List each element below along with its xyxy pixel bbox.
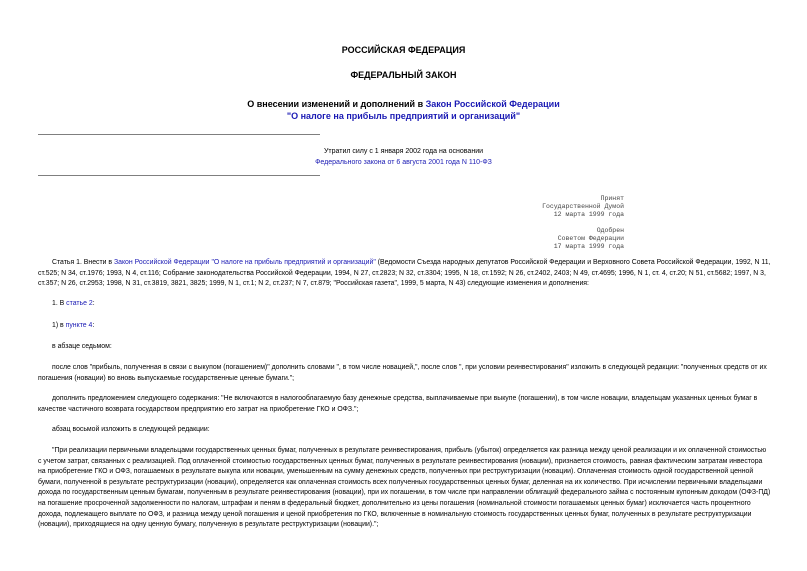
article-1-lead: Статья 1. Внести в: [52, 259, 114, 266]
country-heading: РОССИЙСКАЯ ФЕДЕРАЦИЯ: [341, 45, 466, 55]
item-1-lead: 1. В: [52, 300, 67, 307]
law-title-prefix: О внесении изменений и дополнений в: [247, 99, 426, 109]
item-1: [38, 299, 771, 310]
adopted-block: [542, 195, 624, 219]
clause-4-link[interactable]: пункте 4: [65, 322, 93, 329]
approved-block: [554, 227, 624, 251]
adopted-body: Государственной Думой: [542, 203, 624, 210]
subitem-1: [38, 321, 771, 332]
paragraph-eighth-text: абзац восьмой изложить в следующей редакции:: [52, 426, 210, 433]
status-link-line: [0, 159, 807, 166]
article-1: [38, 258, 771, 290]
approved-body: Советом Федерации: [557, 235, 624, 242]
divider-bottom: [38, 175, 320, 176]
tax-law-link[interactable]: Закон Российской Федерации "О налоге на прибыль предприятий и организаций": [113, 259, 376, 266]
law-title-line2[interactable]: "О налоге на прибыль предприятий и организаций": [286, 111, 521, 121]
subitem-1-lead: 1) в: [52, 322, 66, 329]
law-title: [0, 99, 807, 109]
subitem-1-tail: :: [92, 322, 95, 329]
item-1-tail: :: [92, 300, 95, 307]
approved-date: 17 марта 1999 года: [553, 243, 624, 250]
paragraph-seventh: [38, 342, 771, 353]
article-1-rest: (Ведомости Съезда народных депутатов Российской Федерации и Верховного Совета Российской Федерации, 1992, N 11, ст.525; N 34, ст.1976; 1993, N 4, ст.116; Собрание законодательства Российской Федерации, 1994, N 27, ст.2823; N 32, ст.3304; 1995, N 18, ст.1592; N 26, ст.2402, 2403; N 49, ст.4695; 1996, N 1, ст. 4, ст.20; N 51, ст.5682; 1997, N 3, ст.357; N 26, ст.2953; 1998, N 31, ст.3819, 3821, 3825; 1999, N 1, ст.1; N 2, ст.237; N 7, ст.879; "Российская газета", 1999, 5 марта, N 43) следующие изменения и дополнения:: [38, 259, 771, 288]
paragraph-supplement: [38, 394, 771, 415]
paragraph-seventh-text: в абзаце седьмом:: [52, 343, 112, 350]
paragraph-quote: [38, 446, 771, 531]
repeal-law-link[interactable]: Федерального закона от 6 августа 2001 года N 110-ФЗ: [315, 159, 492, 166]
adopted-date: 12 марта 1999 года: [553, 211, 624, 218]
paragraph-quote-text: "При реализации первичными владельцами государственных ценных бумаг, полученных в результате реинвестирования, прибыль (убыток) определяется как разница между ценой реализации и их оплаченной стоимостью с учетом затрат, связанных с реализацией. Под оплаченной стоимостью государственных ценных бумаг, полученных в результате реинвестирования (новации), признается стоимость, равная фактическим затратам инвестора на приобретение ГКО и ОФЗ, погашаемых в результате выкупа или новации, уменьшенным на сумму денежных средств, полученных при реструктуризации (новации). Оплаченная стоимость одной государственной ценной бумаги, полученной в результате реструктуризации (новации), определяется как оплаченная стоимость всех полученных государственных ценных бумаг, деленная на их количество. При исчислении первичными владельцами дохода по государственным ценным бумагам, полученным в результате реинвестирования (новации), при их погашении, в том числе при направлении облигаций федерального займа с постоянным купонным доходом (ОФЗ-ПД) на погашение просроченной задолженности по налогам, штрафам и пеням в федеральный бюджет, дополнительно из цены погашения (номинальной стоимости погашаемых ценных бумаг) исключается часть процентного дохода, подлежащего выплате по ОФЗ, и разница между ценой погашения и ценой приобретения по ГКО, включенные в номинальную стоимость государственных ценных бумаг, полученных в результате реструктуризации (новации), приходящиеся на одну ценную бумагу, полученную в результате реструктуризации (новации).";: [38, 447, 771, 529]
paragraph-after-words-text: после слов "прибыль, полученная в связи с выкупом (погашением)" дополнить словами ", в том числе новацией,", после слов ", при условии реинвестирования" изложить в следующей редакции: "полученных средств от их погашения (новации) во вновь выпускаемые государственные ценные бумаги.";: [38, 364, 767, 382]
article-2-link[interactable]: статье 2: [66, 300, 93, 307]
doc-type-heading: ФЕДЕРАЛЬНЫЙ ЗАКОН: [350, 70, 457, 80]
status-text: Утратил силу с 1 января 2002 года на основании: [323, 148, 484, 155]
paragraph-eighth: [38, 425, 771, 436]
adopted-label: Принят: [600, 195, 624, 202]
paragraph-supplement-text: дополнить предложением следующего содержания: "Не включаются в налогооблагаемую базу денежные средства, выплачиваемые при выкупе (погашении), в том числе новации, владельцам указанных ценных бумаг в качестве частичного возврата государством предприятию его затрат на приобретение ГКО и ОФЗ.";: [38, 395, 758, 413]
law-title-link[interactable]: Закон Российской Федерации: [425, 99, 560, 109]
approved-label: Одобрен: [596, 227, 624, 234]
paragraph-after-words: [38, 363, 771, 384]
divider-top: [38, 134, 320, 135]
